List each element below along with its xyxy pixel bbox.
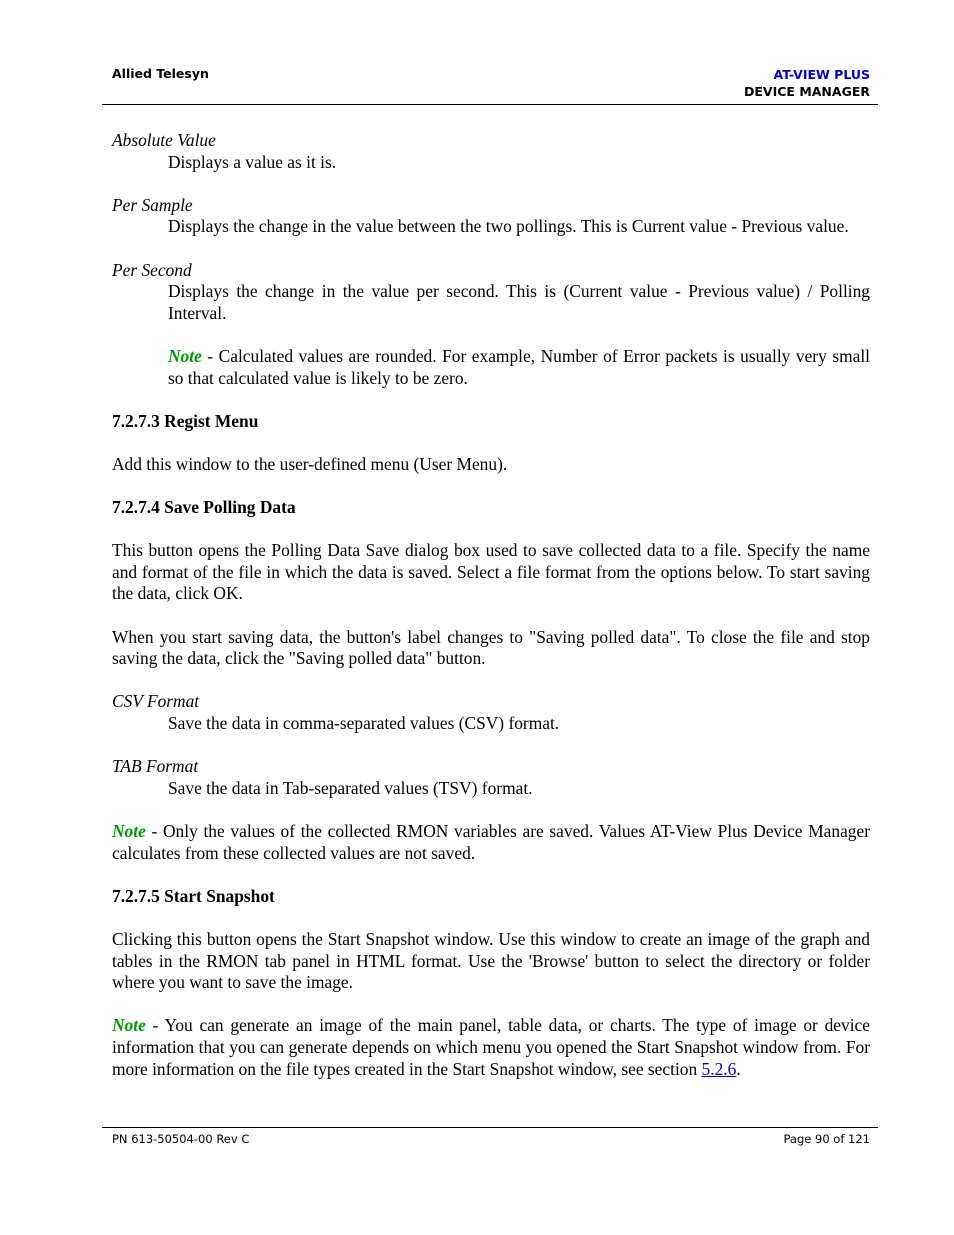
desc-tab-format: Save the data in Tab-separated values (TSV) format. <box>168 777 533 798</box>
desc-absolute-value: Displays a value as it is. <box>168 151 337 172</box>
term-per-sample: Per Sample <box>112 194 193 215</box>
note-end: . <box>736 1058 741 1079</box>
note-saved-values <box>112 821 870 864</box>
term-tab-format: TAB Format <box>112 756 199 777</box>
desc-per-sample: Displays the change in the value between the two pollings. This is Current value - Previous value. <box>168 216 849 237</box>
page-body <box>112 130 870 1080</box>
desc-per-second: Displays the change in the value per second. This is (Current value - Previous value) / Polling Interval. <box>168 281 870 323</box>
note-text: - You can generate an image of the main panel, table data, or charts. The type of image or device information that you can generate depends on which menu you opened the Start Snapshot window from. For more information on the file types created in the Start Snapshot window, see section <box>112 1015 870 1079</box>
term-per-second: Per Second <box>112 259 192 280</box>
footer-page-number: Page 90 of 121 <box>783 1132 870 1146</box>
para-regist-menu: Add this window to the user-defined menu (User Menu). <box>112 453 508 474</box>
para-save-polling-1: This button opens the Polling Data Save dialog box used to save collected data to a file. Specify the name and format of the file in which the data is saved. Select a file format from the options below. To start saving the data, click OK. <box>112 540 870 604</box>
heading-save-polling-data: 7.2.7.4 Save Polling Data <box>112 497 296 518</box>
note-label: Note <box>112 821 146 841</box>
footer-part-number: PN 613-50504-00 Rev C <box>112 1132 250 1146</box>
footer-rule <box>102 1127 878 1128</box>
note-calculated-values <box>168 346 870 389</box>
note-text: - Calculated values are rounded. For example, Number of Error packets is usually very small so that calculated value is likely to be zero. <box>168 345 870 388</box>
term-absolute-value: Absolute Value <box>112 130 216 150</box>
header-subtitle: DEVICE MANAGER <box>744 84 870 99</box>
note-label: Note <box>112 1015 146 1036</box>
para-start-snapshot: Clicking this button opens the Start Snapshot window. Use this window to create an image of the graph and tables in the RMON tab panel in HTML format. Use the 'Browse' button to select the directory or folder where you want to save the image. <box>112 928 870 993</box>
note-snapshot <box>112 1015 870 1080</box>
header-title-block <box>744 66 870 100</box>
note-label: Note <box>168 345 202 366</box>
desc-csv-format: Save the data in comma-separated values (CSV) format. <box>168 713 560 734</box>
header-rule <box>102 104 878 105</box>
para-save-polling-2: When you start saving data, the button's label changes to "Saving polled data". To close the file and stop saving the data, click the "Saving polled data" button. <box>112 626 870 669</box>
header-company: Allied Telesyn <box>112 66 209 81</box>
header-product: AT-VIEW PLUS <box>773 67 870 82</box>
note-text: - Only the values of the collected RMON variables are saved. Values AT-View Plus Device Manager calculates from these collected values are not saved. <box>112 821 870 863</box>
heading-start-snapshot: 7.2.7.5 Start Snapshot <box>112 885 275 906</box>
term-csv-format: CSV Format <box>112 691 200 712</box>
section-link[interactable]: 5.2.6 <box>701 1058 737 1079</box>
heading-regist-menu: 7.2.7.3 Regist Menu <box>112 410 259 431</box>
